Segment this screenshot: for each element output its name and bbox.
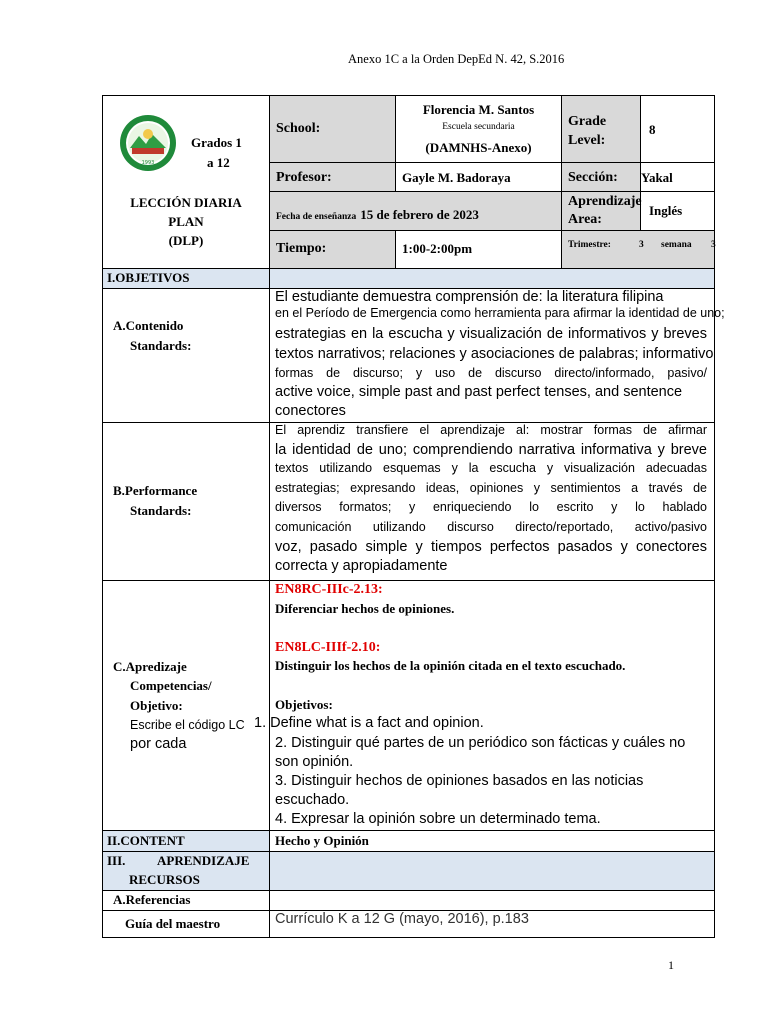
performance-line: voz, pasado simple y tiempos perfectos pasados y conectores bbox=[275, 539, 707, 555]
section-label-cell bbox=[561, 162, 641, 192]
svg-text:1993: 1993 bbox=[141, 160, 155, 166]
competencies-cell bbox=[254, 580, 715, 831]
performance-standards-label-cell bbox=[102, 422, 270, 581]
objective-line: 1. Define what is a fact and opinion. bbox=[254, 715, 484, 731]
date-line bbox=[276, 206, 479, 224]
section-value-cell bbox=[640, 162, 715, 192]
week-label: semana bbox=[661, 240, 692, 250]
grade-level-label-line-2: Level: bbox=[568, 133, 606, 148]
quarter-cell bbox=[561, 230, 715, 270]
content-heading: II.CONTENT bbox=[107, 833, 185, 848]
content-value: Hecho y Opinión bbox=[275, 833, 369, 848]
performance-standards-label-1: B.Performance bbox=[113, 483, 198, 498]
teacher-label: Profesor: bbox=[276, 170, 332, 185]
date-value: 15 de febrero de 2023 bbox=[360, 207, 479, 222]
content-line: estrategias en la escucha y visualización de informativos y breves bbox=[275, 326, 707, 342]
time-label: Tiempo: bbox=[276, 241, 327, 256]
objective-line: son opinión. bbox=[275, 754, 354, 770]
performance-line: correcta y apropiadamente bbox=[275, 558, 448, 574]
competencies-label-cell bbox=[102, 580, 270, 831]
performance-line: comunicación utilizando discurso directo/reportado, activo/pasivo bbox=[275, 520, 707, 534]
content-standards-label-1: A.Contenido bbox=[113, 318, 184, 333]
area-label bbox=[568, 193, 642, 229]
objective-line: 3. Distinguir hechos de opiniones basados en las noticias bbox=[275, 773, 644, 789]
competencies-note-2: por cada bbox=[130, 736, 187, 752]
objective-line: 2. Distinguir qué partes de un periódico son fácticas y cuáles no bbox=[275, 735, 686, 751]
references-label-cell bbox=[102, 890, 270, 911]
grade-level-label-line-1: Grade bbox=[568, 114, 607, 129]
area-value-cell bbox=[640, 191, 715, 231]
quarter-value: 3 bbox=[639, 240, 644, 250]
performance-line: diversos formatos; y enriqueciendo lo escrito y lo hablado bbox=[275, 500, 707, 514]
performance-line: textos utilizando esquemas y la escucha y visualización adecuadas bbox=[275, 461, 707, 475]
content-standards-cell bbox=[269, 288, 725, 423]
grades-line-1: Grados 1 bbox=[191, 135, 242, 150]
section-label: Sección: bbox=[568, 170, 618, 185]
competencies-label-3: Objetivo: bbox=[130, 698, 183, 713]
time-label-cell bbox=[269, 230, 396, 270]
objectives-heading: I.OBJETIVOS bbox=[107, 270, 190, 285]
content-line: El estudiante demuestra comprensión de: la literatura filipina bbox=[275, 289, 664, 305]
objective-line: 4. Expresar la opinión sobre un determinado tema. bbox=[275, 811, 601, 827]
references-label: A.Referencias bbox=[113, 892, 191, 907]
competencies-label-1: C.Apredizaje bbox=[113, 659, 187, 674]
content-line: conectores bbox=[275, 403, 346, 419]
grade-level-label bbox=[568, 112, 606, 150]
school-code: (DAMNHS-Anexo) bbox=[425, 140, 532, 155]
week-value: 3 bbox=[711, 240, 716, 250]
competencies-note-1: Escribe el código LC bbox=[130, 718, 245, 732]
page-number: 1 bbox=[668, 958, 674, 972]
competency-code-2: EN8LC-IIIf-2.10: bbox=[275, 640, 381, 655]
date-cell bbox=[269, 191, 562, 231]
dlp-title-line-2: PLAN bbox=[168, 214, 204, 229]
performance-line: El aprendiz transfiere el aprendizaje al: mostrar formas de afirmar bbox=[275, 423, 707, 437]
school-type: Escuela secundaria bbox=[442, 122, 515, 132]
content-heading-cell bbox=[102, 830, 270, 852]
quarter-label: Trimestre: bbox=[568, 240, 611, 250]
dlp-title-line-1: LECCIÓN DIARIA bbox=[130, 195, 242, 210]
annex-reference: Anexo 1C a la Orden DepEd N. 42, S.2016 bbox=[348, 52, 565, 66]
performance-line: la identidad de uno; comprendiendo narrativa informativa y breve bbox=[275, 442, 707, 458]
teacher-guide-value-cell bbox=[269, 910, 715, 938]
grade-level-value-cell bbox=[640, 95, 715, 163]
teacher-value-cell bbox=[395, 162, 562, 192]
header-left-cell bbox=[102, 95, 270, 270]
teacher-label-cell bbox=[269, 162, 396, 192]
objectives-label: Objetivos: bbox=[275, 697, 333, 712]
resources-heading-3: RECURSOS bbox=[129, 872, 200, 887]
teacher-value: Gayle M. Badoraya bbox=[402, 170, 511, 185]
objective-line: escuchado. bbox=[275, 792, 350, 808]
competency-desc-1: Diferenciar hechos de opiniones. bbox=[275, 601, 455, 616]
school-label: School: bbox=[276, 121, 321, 136]
teacher-guide-label: Guía del maestro bbox=[125, 916, 221, 931]
objectives-heading-fill bbox=[269, 268, 715, 289]
resources-heading-cell bbox=[102, 851, 270, 891]
dlp-title-line-3: (DLP) bbox=[168, 233, 204, 248]
area-label-line-1: Aprendizaje bbox=[568, 194, 642, 209]
content-line: en el Período de Emergencia como herramienta para afirmar la identidad de uno; bbox=[275, 306, 725, 320]
resources-heading-fill bbox=[269, 851, 715, 891]
school-name: Florencia M. Santos bbox=[422, 102, 535, 117]
area-label-cell bbox=[561, 191, 641, 231]
area-label-line-2: Area: bbox=[568, 212, 602, 227]
teacher-guide-value: Currículo K a 12 G (mayo, 2016), p.183 bbox=[275, 911, 529, 927]
area-value: Inglés bbox=[649, 203, 683, 218]
date-label: Fecha de enseñanza bbox=[276, 212, 357, 222]
performance-standards-label-2: Standards: bbox=[130, 503, 192, 518]
performance-standards-cell bbox=[269, 422, 715, 581]
time-value-cell bbox=[395, 230, 562, 270]
competencies-label-2: Competencias/ bbox=[130, 678, 212, 693]
time-value: 1:00-2:00pm bbox=[402, 241, 473, 256]
competency-desc-2: Distinguir los hechos de la opinión citada en el texto escuchado. bbox=[275, 658, 626, 673]
references-value-cell bbox=[269, 890, 715, 911]
school-value-cell bbox=[395, 95, 562, 163]
school-seal-icon bbox=[119, 114, 177, 172]
objectives-heading-cell bbox=[102, 268, 270, 289]
resources-heading-2: APRENDIZAJE bbox=[157, 853, 250, 868]
school-label-cell bbox=[269, 95, 396, 163]
section-value: Yakal bbox=[641, 170, 673, 185]
content-standards-label-2: Standards: bbox=[130, 338, 192, 353]
content-line: textos narrativos; relaciones y asociaciones de palabras; informativo bbox=[275, 346, 714, 362]
grade-level-value: 8 bbox=[649, 122, 656, 137]
content-standards-label-cell bbox=[102, 288, 270, 423]
performance-line: estrategias; expresando ideas, opiniones y sentimientos a través de bbox=[275, 481, 707, 495]
dlp-title bbox=[103, 193, 269, 250]
teacher-guide-label-cell bbox=[102, 910, 270, 938]
grades-line-2: a 12 bbox=[207, 155, 230, 170]
content-line: active voice, simple past and past perfect tenses, and sentence bbox=[275, 384, 683, 400]
grade-level-label-cell bbox=[561, 95, 641, 163]
content-line: formas de discurso; y uso de discurso directo/informado, pasivo/ bbox=[275, 366, 707, 380]
content-value-cell bbox=[269, 830, 715, 852]
resources-heading-1: III. bbox=[107, 853, 126, 868]
competency-code-1: EN8RC-IIIc-2.13: bbox=[275, 582, 383, 597]
